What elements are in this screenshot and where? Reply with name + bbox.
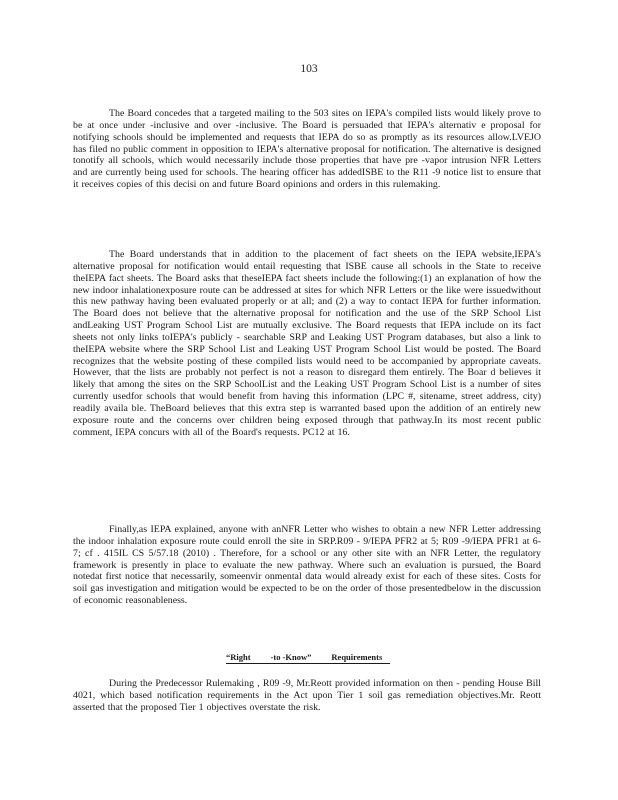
- paragraph-targeted-mailing: The Board concedes that a targeted mailing to the 503 sites on IEPA's compiled lists would likely prove to be at once under -inclusive and over -inclusive. The Board is persuaded that IEPA's alternativ e proposal for notifying schools should be implemented and requests that IEPA do so as promptly as its resources allow.LVEJO has filed no public comment in opposition to IEPA's alternative proposal for notification. The alternative is designed tonotify all schools, which would necessarily include those properties that have pre -vapor intrusion NFR Letters and are currently being used for schools. The hearing officer has addedISBE to the R11 -9 notice list to ensure that it receives copies of this decisi on and future Board opinions and orders in this rulemaking.: [73, 108, 541, 191]
- heading-part-3: Requirements: [331, 652, 383, 662]
- paragraph-predecessor-rulemaking: During the Predecessor Rulemaking , R09 -9, Mr.Reott provided information on then - pending House Bill 4021, which based notification requirements in the Act upon Tier 1 soil gas remediation objectives.Mr. Reott asserted that the proposed Tier 1 objectives overstate the risk.: [73, 678, 541, 713]
- heading-part-1: “Right: [226, 652, 251, 662]
- paragraph-nfr-letter: Finally,as IEPA explained, anyone with anNFR Letter who wishes to obtain a new NFR Letter addressing the indoor inhalation exposure route could enroll the site in SRP.R09 - 9/IEPA PFR2 at 5; R09 -9/IEPA PFR1 at 6-7; cf . 415IL CS 5/57.18 (2010) . Therefore, for a school or any other site with an NFR Letter, the regulatory framework is presently in place to evaluate the new pathway. Where such an evaluation is pursued, the Board notedat first notice that necessarily, someenvir onmental data would already exist for each of these sites. Costs for soil gas investigation and mitigation would be expected to be on the order of those presentedbelow in the discussion of economic reasonableness.: [73, 524, 541, 607]
- paragraph-fact-sheets: The Board understands that in addition to the placement of fact sheets on the IEPA website,IEPA's alternative proposal for notification would entail requesting that ISBE cause all schools in the State to receive theIEPA fact sheets. The Board asks that theseIEPA fact sheets include the following:(1) an explanation of how the new indoor inhalationexposure route can be addressed at sites for which NFR Letters or the like were issuedwithout this new pathway having been evaluated properly or at all; and (2) a way to contact IEPA for further information. The Board does not believe that the alternative proposal for notification and the use of the SRP School List andLeaking UST Program School List are mutually exclusive. The Board requests that IEPA include on its fact sheets not only links toIEPA's publicly - searchable SRP and Leaking UST Program databases, but also a link to theIEPA website where the SRP School List and Leaking UST Program School List would be posted. The Board recognizes that the website posting of these compiled lists would need to be accompanied by appropriate caveats. However, that the lists are probably not perfect is not a reason to disregard them entirely. The Boar d believes it likely that among the sites on the SRP SchoolList and the Leaking UST Program School List is a number of sites currently usedfor schools that would benefit from having this information (LPC #, sitename, street address, city) readily availa ble. TheBoard believes that this extra step is warranted based upon the addition of an entirely new exposure route and the concerns over children being exposed through that pathway.In its most recent public comment, IEPA concurs with all of the Board's requests. PC12 at 16.: [73, 249, 541, 438]
- section-heading-right-to-know: [226, 652, 390, 664]
- heading-part-2: -to -Know”: [270, 652, 312, 662]
- page-number: 103: [300, 63, 318, 75]
